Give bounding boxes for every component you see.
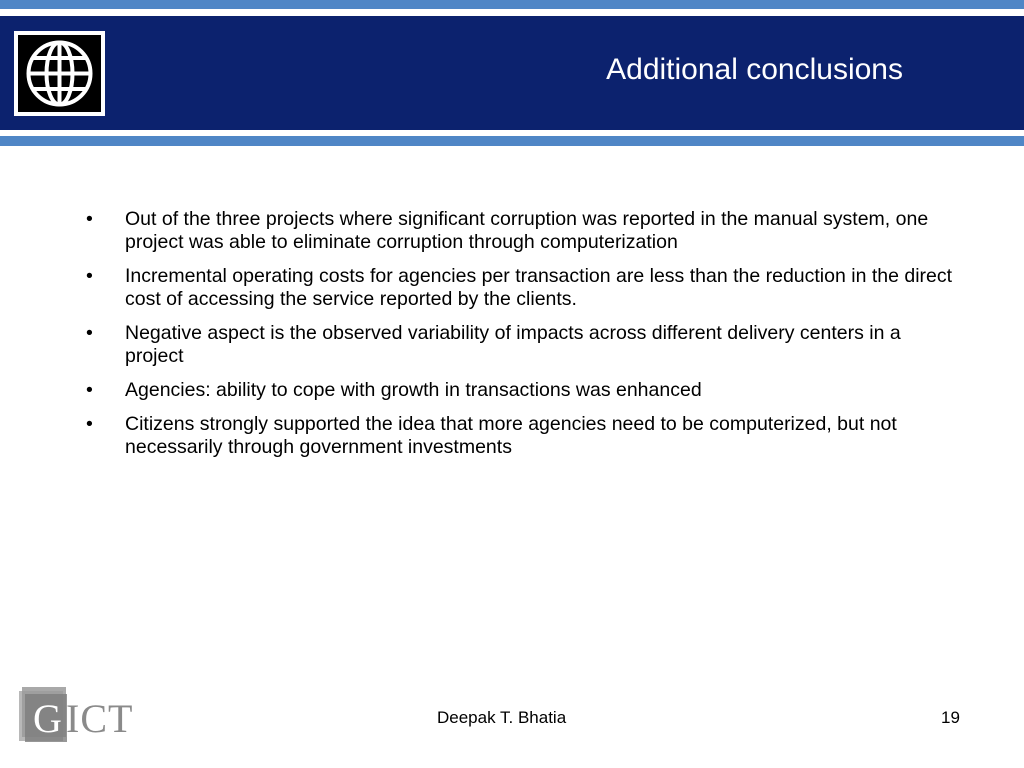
bullet-marker: • <box>86 208 93 230</box>
bullet-list <box>84 208 954 470</box>
bullet-marker: • <box>86 322 93 344</box>
bullet-item <box>84 265 954 311</box>
bullet-text: Agencies: ability to cope with growth in transactions was enhanced <box>125 379 702 401</box>
bullet-marker: • <box>86 265 93 287</box>
footer-author: Deepak T. Bhatia <box>437 708 567 727</box>
page-number: 19 <box>941 708 960 727</box>
world-bank-logo <box>14 31 105 116</box>
header-top-stripe <box>0 0 1024 9</box>
bullet-text: Citizens strongly supported the idea that more agencies need to be computerized, but not necessarily through government investments <box>125 413 897 458</box>
bullet-item <box>84 379 954 402</box>
gict-logo <box>16 685 156 747</box>
header-bottom-stripe <box>0 136 1024 146</box>
bullet-item <box>84 208 954 254</box>
globe-icon <box>18 35 101 112</box>
svg-text:G: G <box>33 696 62 741</box>
logo-background <box>18 35 101 112</box>
bullet-marker: • <box>86 413 93 435</box>
bullet-text: Out of the three projects where significant corruption was reported in the manual system, one project was able to eliminate corruption through computerization <box>125 208 929 253</box>
header-top-gap <box>0 9 1024 16</box>
svg-text:ICT: ICT <box>66 696 134 741</box>
bullet-item <box>84 322 954 368</box>
bullet-item <box>84 413 954 459</box>
gict-logo-graphic <box>16 685 156 747</box>
bullet-text: Negative aspect is the observed variability of impacts across different delivery centers in a project <box>125 322 901 367</box>
bullet-text: Incremental operating costs for agencies per transaction are less than the reduction in the direct cost of accessing the service reported by the clients. <box>125 265 953 310</box>
bullet-marker: • <box>86 379 93 401</box>
slide-title: Additional conclusions <box>606 53 903 86</box>
